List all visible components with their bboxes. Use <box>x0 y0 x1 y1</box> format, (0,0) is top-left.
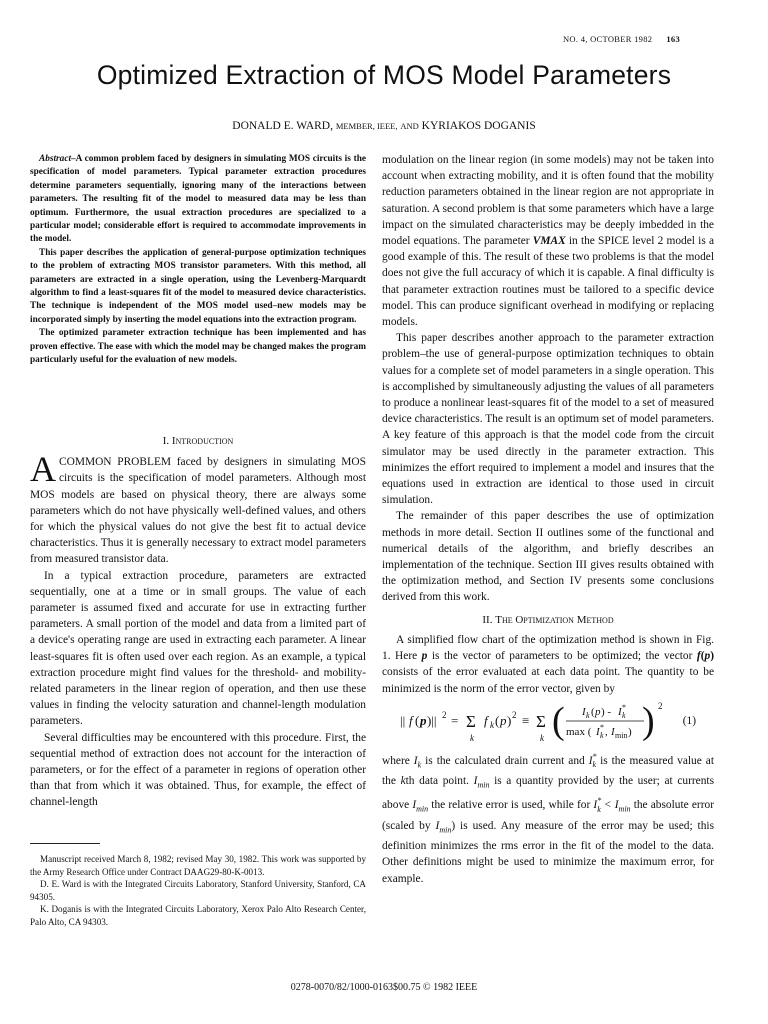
abstract-label: Abstract <box>39 154 72 164</box>
svg-text:): ) <box>628 725 632 738</box>
abstract <box>30 153 366 368</box>
footnotes <box>30 853 366 929</box>
svg-text:,: , <box>605 725 608 738</box>
svg-text:I: I <box>611 725 615 738</box>
intro-paragraph-2: In a typical extraction procedure, parameters are extracted sequentially, one at a time or in small groups. The value of each parameter is assumed fixed and accurate for use in extracting further parameters. A small portion of the model and data from a limited part of a device's operating range are used in extracting each parameter. A linear least-squares fit is often used over each region. As an example, a typical extraction procedure might find values for the threshold- and mobility-related parameters in the linear region of operation, and then use these values in finding the velocity saturation and channel-length modulation parameters. <box>30 569 366 728</box>
svg-text:f: f <box>409 712 413 728</box>
abstract-text-1: –A common problem faced by designers in simulating MOS circuits is the specification of model parameters. Typical parameter extraction procedures determine parameters sequentially, ignoring many of the interactions between parameters. The resulting fit of the model to measured data may be less than optimum. Furthermore, the usual extraction procedures are specialized to a particular model; considerable effort is required to accommodate improvements in the model. <box>30 154 366 245</box>
author-line <box>0 120 768 132</box>
svg-text:≡: ≡ <box>522 712 530 728</box>
page-number: 163 <box>666 34 680 44</box>
svg-text:p: p <box>420 712 427 728</box>
footnote-manuscript: Manuscript received March 8, 1982; revised May 30, 1982. This work was supported by the Army Research Office under Contract DAAG29-80-K-0013. <box>30 854 366 877</box>
right-column <box>382 152 714 887</box>
svg-text:)||: )|| <box>427 712 437 728</box>
optimization-paragraph-1: A simplified flow chart of the optimization method is shown in Fig. 1. Here p is the vector of parameters to be optimized; the vector f(p) consists of the error evaluated at each data point. The quantity to be minimized is the norm of the error vector, given by <box>382 633 715 695</box>
svg-text:f: f <box>484 712 488 728</box>
svg-text:k: k <box>470 732 474 743</box>
paper-title: Optimized Extraction of MOS Model Parameters <box>96 60 672 90</box>
author-doganis: KYRIAKOS DOGANIS <box>421 120 536 132</box>
section-number: II. <box>482 613 496 626</box>
svg-text:(: ( <box>552 699 565 742</box>
svg-text:(: ( <box>591 705 595 718</box>
svg-text:k: k <box>600 730 604 740</box>
opt-text-2d: th data point. <box>405 774 474 787</box>
svg-text:k: k <box>540 732 544 743</box>
svg-text:Σ: Σ <box>466 711 476 731</box>
svg-text:I: I <box>582 705 586 718</box>
abstract-paragraph-2: This paper describes the application of general-purpose optimization techniques to the problem of extracting MOS transistor parameters. With this method, all parameters are extracted in a single operation, using the Levenberg-Marquardt algorithm to find a least-squares fit of the model to measured device characteristics. The technique is independent of the MOS model used–new models may be incorporated simply by inserting the model equations into the extraction program. <box>30 247 366 325</box>
svg-text:k: k <box>490 719 494 730</box>
opt-text-1b: is the vector of parameters to be optimized; the vector <box>427 650 697 663</box>
svg-text:): ) <box>507 712 512 728</box>
svg-text:k: k <box>622 710 626 720</box>
svg-text:k: k <box>586 710 590 720</box>
svg-text:min: min <box>615 730 628 740</box>
svg-text:I: I <box>618 705 622 718</box>
right-text-1a: modulation on the linear region (in some models) may not be taken into account when extracting mobility, and it is often found that the mobility reduction parameters obtained in the linear region are not appropriate in saturation. A second problem is that some parameters which have a large impact on the simulated characteristics may be deeply imbedded in the model equations. The parameter <box>382 154 714 248</box>
svg-text:*: * <box>600 722 604 732</box>
optimization-paragraph-2: where $I_k$ is the calculated drain current and $I^*_k$ is the measured value at the kth data point. $I_{min}$ is a quantity provided by the user; at currents above $I_{min}$ the relative error is used, while for $I^*_k < I_{min}$ the absolute error (scaled by $I_{min}$) is used. Any measure of the error may be used; this definition minimizes the rms error in the fit of the model to the data. Other definitions might be used to minimize the maximum error, for example. <box>382 751 715 885</box>
svg-text:||: || <box>400 712 406 728</box>
vector-p: p <box>421 650 428 663</box>
right-text-1b: in the SPICE level 2 model is a good example of this. The result of these two problems is that the model does not give the full accuracy of which it is capable. A final difficulty is that parameter extraction routines must be tailored to a specific device model. This can produce significant overhead in modifying or replacing models. <box>382 235 714 329</box>
opt-text-1a: A simplified flow chart of the optimization method is shown in Fig. 1. Here <box>382 633 714 663</box>
opt-text-2c: is the measured value at the <box>382 754 714 787</box>
svg-text:Σ: Σ <box>536 711 546 731</box>
svg-text:2: 2 <box>442 709 447 720</box>
intro-paragraph-1 <box>30 449 366 567</box>
equation-1 <box>382 697 714 749</box>
svg-text:(: ( <box>495 712 500 728</box>
opt-text-2g: the absolute error (scaled by <box>382 799 714 832</box>
svg-text:p: p <box>500 712 507 728</box>
opt-text-1c: consists of the error evaluated at each data point. The quantity to be minimized is the norm of the error vector, given by <box>382 666 714 695</box>
intro-paragraph-3: Several difficulties may be encountered with this procedure. First, the sequential method of extraction does not account for the interaction of parameters, or for the effect of a parameter in regions of operation other than that from which it was obtained. Thus, for example, the effect of channel-length <box>30 731 366 809</box>
svg-text:2: 2 <box>512 709 517 720</box>
opt-text-2b: is the calculated drain current and <box>421 754 589 767</box>
journal-issue: NO. 4, OCTOBER 1982 <box>562 34 653 44</box>
section-title: Introduction <box>171 435 234 447</box>
svg-text:max (: max ( <box>566 725 592 738</box>
footnote-rule <box>30 843 100 844</box>
opt-text-2a: where <box>382 754 414 767</box>
author-ward: DONALD E. WARD, <box>232 120 333 132</box>
equation-number: (1) <box>682 714 696 727</box>
vmax-parameter: VMAX <box>532 235 566 248</box>
svg-text:2: 2 <box>658 700 663 711</box>
svg-text:*: * <box>622 702 626 712</box>
opt-text-2h: ) is used. Any measure of the error may be used; this definition minimizes the rms error in the fit of the model to the data. Other definitions might be used to minimize the maximum error, for example. <box>382 819 715 885</box>
copyright-line: 0278-0070/82/1000-0163$00.75 © 1982 IEEE <box>290 982 478 993</box>
svg-text:): ) <box>642 699 655 742</box>
svg-text:I: I <box>596 725 600 738</box>
section-number: I. <box>162 435 172 447</box>
section-title: The Optimization Method <box>495 613 614 626</box>
running-head <box>563 34 680 44</box>
section-introduction <box>30 433 366 811</box>
footnote-doganis: K. Doganis is with the Integrated Circuits Laboratory, Xerox Palo Alto Research Center, Palo Alto, CA 94303. <box>30 904 366 927</box>
opt-text-2f: the relative error is used, while for <box>428 799 594 812</box>
section-heading-introduction <box>30 433 366 449</box>
svg-text:p: p <box>595 705 601 718</box>
section-heading-optimization <box>382 612 714 628</box>
vector-f-p: f <box>696 650 701 663</box>
svg-text:(: ( <box>415 712 420 728</box>
author-ward-role: MEMBER, IEEE, <box>335 121 398 131</box>
intro-lead-in: COMMON PROBLEM <box>59 456 172 469</box>
right-paragraph-1 <box>382 152 714 330</box>
author-conjunction: AND <box>400 121 419 131</box>
svg-text:) -: ) - <box>601 705 612 718</box>
right-paragraph-2: This paper describes another approach to the parameter extraction problem–the use of general-purpose optimization techniques to obtain values for a complete set of model parameters in a single operation. This is accomplished by simultaneously adjusting the values of all parameters to produce a nonlinear least-squares fit of the model to a set of measured device characteristics. The result is an optimum set of model parameters. A key feature of this approach is that the model code from the circuit simulator may be used directly in the parameter extraction. This minimizes the effort required to implement a model and insures that the equations used in extraction are identical to those used in circuit simulation. <box>382 332 714 507</box>
footnote-ward: D. E. Ward is with the Integrated Circuits Laboratory, Stanford University, Stanford, CA 94305. <box>30 879 366 902</box>
equation-1-formula <box>396 697 696 749</box>
drop-cap: A <box>30 449 56 490</box>
svg-text:=: = <box>451 712 459 728</box>
opt-text-2e: is a quantity provided by the user; at currents above <box>382 774 715 812</box>
abstract-paragraph-1 <box>30 153 366 247</box>
right-paragraph-3: The remainder of this paper describes the use of optimization methods in more detail. Section II outlines some of the functional and numerical details of the algorithm, and briefly describes an implementation of the technique. Section III gives results obtained with the optimization method, and Section IV presents some conclusions derived from this work. <box>382 510 714 604</box>
abstract-paragraph-3: The optimized parameter extraction technique has been implemented and has proven effective. The ease with which the model may be changed makes the program particularly useful for the evaluation of new models. <box>30 328 366 366</box>
intro-text-1: faced by designers in simulating MOS circuits is the specification of model parameters. Although most MOS models are based on physical theory, there are always some parameters which do not have physically well-defined values, and others for which the physical values do not give the best fit to actual device characteristics. Thus it is generally necessary to extract model parameters from measured transistor data. <box>30 456 366 566</box>
